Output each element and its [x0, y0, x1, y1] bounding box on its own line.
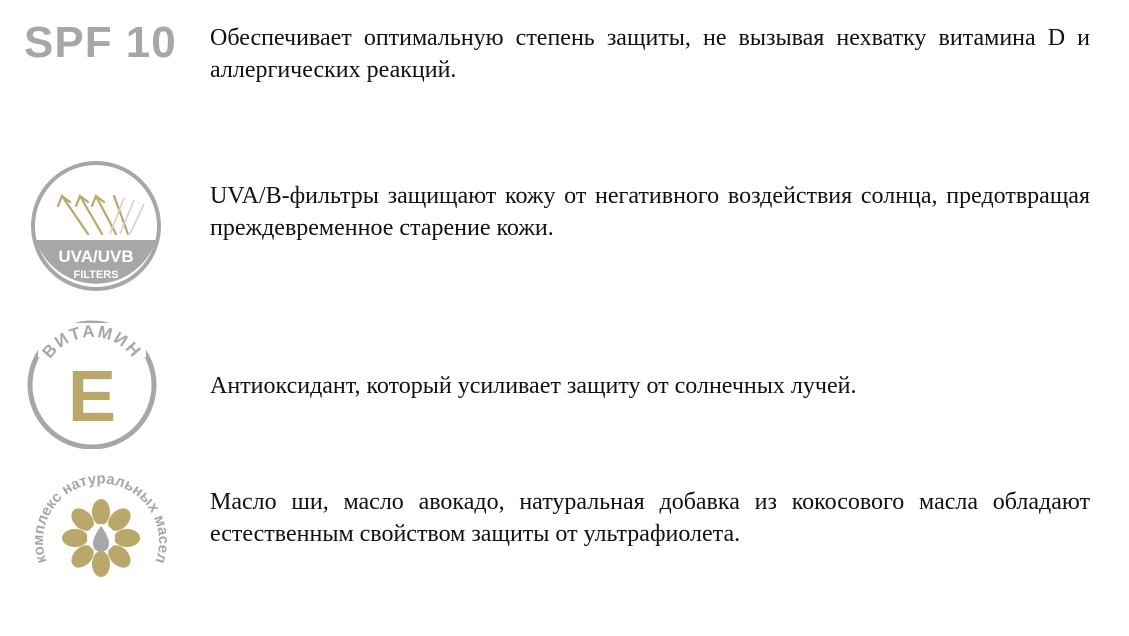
spf-label: SPF 10 [24, 18, 177, 67]
vitamin-e-icon [22, 309, 162, 449]
feature-row-vitamin-e [0, 305, 1129, 455]
feature-row-spf [0, 0, 1129, 120]
spf-description: Обеспечивает оптимальную степень защиты, не вызывая нехватку витамина D и аллергических реакций. [210, 25, 1090, 83]
feature-row-natural-oils [0, 458, 1129, 628]
filters-badge-text: FILTERS [73, 269, 119, 281]
natural-oils-icon [26, 460, 176, 610]
vitamin-letter: E [67, 357, 117, 437]
uva-uvb-badge-text: UVA/UVB [58, 247, 134, 266]
vitamin-arc-text: ВИТАМИН [38, 321, 146, 362]
natural-oils-description: Масло ши, масло авокадо, натуральная добавка из кокосового масла обладают естественным свойством защиты от ультрафиолета. [210, 489, 1090, 547]
vitamin-e-description: Антиоксидант, который усиливает защиту от солнечных лучей. [210, 373, 857, 399]
uva-uvb-description: UVA/B-фильтры защищают кожу от негативного воздействия солнца, предотвращая преждевременное старение кожи. [210, 183, 1090, 241]
natural-oils-arc-text: комплекс натуральных масел [29, 470, 173, 566]
uva-uvb-filters-icon [30, 160, 162, 292]
feature-row-uva-uvb [0, 150, 1129, 300]
